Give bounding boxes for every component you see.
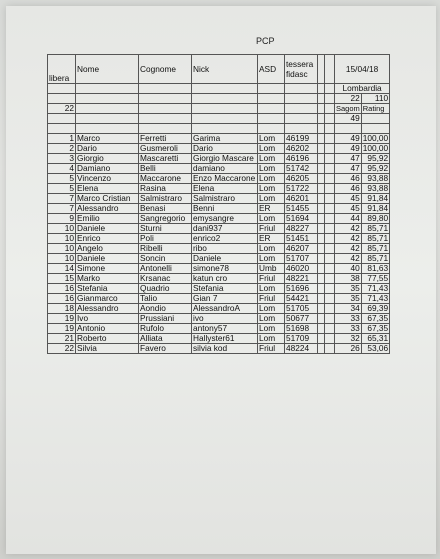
cell-gap1 [318, 154, 325, 164]
cell-nick: AlessandroA [192, 304, 258, 314]
cell-score: 46 [335, 184, 362, 194]
cell-nick: Benni [192, 204, 258, 214]
cell-cognome: Prussiani [139, 314, 192, 324]
cell-rating: 93,88 [361, 174, 389, 184]
header-date: 15/04/18 [335, 55, 390, 84]
cell-nome: Alessandro [76, 304, 139, 314]
cell-gap2 [325, 154, 335, 164]
cell-gap2 [325, 204, 335, 214]
table-row [48, 314, 390, 324]
cell-score: 35 [335, 284, 362, 294]
side-count: 22 [48, 104, 76, 114]
cell-gap1 [318, 304, 325, 314]
cell-tessera: 46196 [285, 154, 318, 164]
cell-gap1 [318, 234, 325, 244]
cell-score: 45 [335, 204, 362, 214]
cell-rating: 81,63 [361, 264, 389, 274]
cell-nome: Marco [76, 134, 139, 144]
cell-gap2 [325, 144, 335, 154]
cell-cognome: Benasi [139, 204, 192, 214]
cell-tessera: 51722 [285, 184, 318, 194]
cell-nome: Silvia [76, 344, 139, 354]
cell-asd: Lom [258, 184, 285, 194]
cell-pos: 3 [48, 154, 76, 164]
cell-rating: 65,31 [361, 334, 389, 344]
cell-rating: 67,35 [361, 324, 389, 334]
table-row [48, 244, 390, 254]
cell-cognome: Favero [139, 344, 192, 354]
cell-tessera: 50677 [285, 314, 318, 324]
cell-pos: 15 [48, 274, 76, 284]
cell-nick: Giorgio Mascare [192, 154, 258, 164]
cell-gap2 [325, 304, 335, 314]
cell-rating: 100,00 [362, 133, 389, 143]
cell-asd: Lom [258, 194, 285, 204]
document-title: PCP [256, 36, 275, 46]
cell-tessera: 51742 [285, 164, 318, 174]
cell-asd: Lom [258, 164, 285, 174]
cell-nome: Emilio [76, 214, 139, 224]
cell-gap1 [318, 224, 325, 234]
cell-gap1 [318, 284, 325, 294]
cell-tessera: 46202 [285, 144, 318, 154]
cell-asd: Lom [258, 174, 285, 184]
cell-nick: katun cro [192, 274, 258, 284]
cell-pos: 2 [48, 144, 76, 154]
cell-tessera: 51694 [285, 214, 318, 224]
cell-gap2 [325, 174, 335, 184]
cell-tessera: 51698 [285, 324, 318, 334]
cell-score: 45 [335, 194, 362, 204]
cell-nick: damiano [192, 164, 258, 174]
cell-gap1 [318, 244, 325, 254]
table-row [48, 164, 390, 174]
cell-cognome: Rufolo [139, 324, 192, 334]
data-rows [48, 134, 390, 354]
cell-rating: 95,92 [361, 164, 389, 174]
labels-row [48, 104, 390, 114]
cell-rating: 100,00 [362, 143, 389, 153]
cell-pos: 9 [48, 214, 76, 224]
cell-gap1 [318, 344, 325, 354]
cell-score: 42 [335, 224, 362, 234]
cell-score: 49 [335, 134, 362, 144]
table-row [48, 214, 390, 224]
cell-gap2 [325, 254, 335, 264]
cell-nick: Gian 7 [192, 294, 258, 304]
table-row [48, 294, 390, 304]
cell-nome: Dario [76, 144, 139, 154]
cell-gap2 [325, 274, 335, 284]
cell-gap2 [325, 284, 335, 294]
table-row [48, 324, 390, 334]
table-row [48, 184, 390, 194]
cell-cognome: Aondio [139, 304, 192, 314]
cell-rating: 77,55 [361, 274, 389, 284]
cell-cognome: Belli [139, 164, 192, 174]
cell-asd: Friul [258, 294, 285, 304]
cell-asd: Lom [258, 314, 285, 324]
cell-score: 26 [335, 344, 362, 354]
cell-tessera: 46199 [285, 134, 318, 144]
cell-rating: 71,43 [361, 284, 389, 294]
cell-gap2 [325, 324, 335, 334]
cell-gap2 [325, 334, 335, 344]
cell-gap2 [325, 214, 335, 224]
cell-cognome: Alliata [139, 334, 192, 344]
cell-tessera: 51696 [285, 284, 318, 294]
cell-cognome: Salmistraro [139, 194, 192, 204]
cell-gap2 [325, 234, 335, 244]
cell-cognome: Soncin [139, 254, 192, 264]
cell-score: 47 [335, 154, 362, 164]
sagom-label: Sagom [336, 104, 360, 113]
cell-cognome: Quadrio [139, 284, 192, 294]
cell-asd: ER [258, 234, 285, 244]
cell-cognome: Talio [139, 294, 192, 304]
table-row [48, 194, 390, 204]
cell-rating: 85,71 [361, 244, 389, 254]
cell-tessera: 48224 [285, 344, 318, 354]
header-libera: libera [48, 55, 76, 84]
cell-cognome: Rasina [139, 184, 192, 194]
cell-asd: Lom [258, 134, 285, 144]
cell-nome: Angelo [76, 244, 139, 254]
cell-pos: 16 [48, 294, 76, 304]
cell-asd: Lom [258, 254, 285, 264]
cell-cognome: Mascaretti [139, 154, 192, 164]
cell-asd: Friul [258, 274, 285, 284]
table-row [48, 174, 390, 184]
cell-pos: 14 [48, 264, 76, 274]
cell-nome: Daniele [76, 224, 139, 234]
cell-asd: ER [258, 204, 285, 214]
cell-asd: Lom [258, 304, 285, 314]
cell-nome: Enrico [76, 234, 139, 244]
cell-pos: 21 [48, 334, 76, 344]
cell-gap2 [325, 264, 335, 274]
cell-nome: Daniele [76, 254, 139, 264]
cell-gap1 [318, 204, 325, 214]
cell-gap2 [325, 294, 335, 304]
header-cognome: Cognome [139, 55, 192, 84]
cell-rating: 93,88 [361, 184, 389, 194]
cell-nick: emysangre [192, 214, 258, 224]
cell-pos: 22 [48, 344, 76, 354]
cell-asd: Lom [258, 244, 285, 254]
cell-score: 42 [335, 234, 362, 244]
cell-gap1 [318, 264, 325, 274]
cell-nick: ivo [192, 314, 258, 324]
cell-tessera: 51707 [285, 254, 318, 264]
cell-tessera: 46020 [285, 264, 318, 274]
cell-rating: 85,71 [361, 224, 389, 234]
cell-pos: 7 [48, 194, 76, 204]
cell-nome: Elena [76, 184, 139, 194]
cell-gap2 [325, 224, 335, 234]
table-row [48, 274, 390, 284]
cell-score: 32 [335, 334, 362, 344]
ranking-table [47, 54, 390, 354]
cell-cognome: Antonelli [139, 264, 192, 274]
header-nick: Nick [192, 55, 258, 84]
cell-cognome: Gusmeroli [139, 144, 192, 154]
cell-gap1 [318, 194, 325, 204]
cell-nick: dani937 [192, 224, 258, 234]
cell-pos: 18 [48, 304, 76, 314]
cell-tessera: 51705 [285, 304, 318, 314]
cell-tessera: 48227 [285, 224, 318, 234]
cell-score: 49 [335, 144, 362, 154]
cell-score: 42 [335, 244, 362, 254]
cell-cognome: Ferretti [139, 134, 192, 144]
cell-nick: Enzo Maccarone [192, 174, 258, 184]
cell-nome: Damiano [76, 164, 139, 174]
header-asd: ASD [258, 55, 285, 84]
cell-tessera: 51451 [285, 234, 318, 244]
table-row [48, 224, 390, 234]
table-row [48, 234, 390, 244]
cell-gap1 [318, 334, 325, 344]
cell-gap1 [318, 174, 325, 184]
cell-rating: 89,80 [361, 214, 389, 224]
cell-nome: Vincenzo [76, 174, 139, 184]
cell-tessera: 46205 [285, 174, 318, 184]
cell-gap1 [318, 254, 325, 264]
cell-rating: 91,84 [361, 204, 389, 214]
table-row [48, 344, 390, 354]
region-row [48, 84, 390, 94]
cell-gap1 [318, 184, 325, 194]
cell-nick: Stefania [192, 284, 258, 294]
cell-score: 33 [335, 324, 362, 334]
cell-asd: Lom [258, 324, 285, 334]
table-row [48, 304, 390, 314]
cell-score: 42 [335, 254, 362, 264]
cell-pos: 10 [48, 244, 76, 254]
cell-nome: Antonio [76, 324, 139, 334]
cell-cognome: Maccarone [139, 174, 192, 184]
cell-nick: simone78 [192, 264, 258, 274]
cell-asd: Lom [258, 214, 285, 224]
cell-rating: 67,35 [361, 314, 389, 324]
cell-pos: 19 [48, 314, 76, 324]
cell-nick: antony57 [192, 324, 258, 334]
cell-nick: ribo [192, 244, 258, 254]
cell-tessera: 54421 [285, 294, 318, 304]
cell-asd: Friul [258, 224, 285, 234]
cell-pos: 1 [48, 134, 76, 144]
cell-pos: 10 [48, 254, 76, 264]
cell-rating: 91,84 [361, 194, 389, 204]
table-row [48, 154, 390, 164]
header-row [48, 55, 390, 84]
spacer-row [48, 124, 390, 134]
cell-pos: 5 [48, 174, 76, 184]
cell-asd: Lom [258, 154, 285, 164]
cell-nick: enrico2 [192, 234, 258, 244]
cell-gap2 [325, 164, 335, 174]
sagom-value: 49 [335, 114, 362, 124]
cell-asd: Lom [258, 144, 285, 154]
cell-nome: Giorgio [76, 154, 139, 164]
rating-label: Rating [361, 104, 389, 114]
table-row [48, 284, 390, 294]
cell-tessera: 48221 [285, 274, 318, 284]
cell-rating: 85,71 [361, 254, 389, 264]
cell-cognome: Poli [139, 234, 192, 244]
cell-pos: 10 [48, 224, 76, 234]
cell-asd: Umb [258, 264, 285, 274]
cell-score: 47 [335, 164, 362, 174]
cell-nome: Marko [76, 274, 139, 284]
cell-score: 33 [335, 314, 362, 324]
cell-nome: Stefania [76, 284, 139, 294]
table-row [48, 144, 390, 154]
cell-nick: silvia kod [192, 344, 258, 354]
cell-pos: 19 [48, 324, 76, 334]
cell-nick: Garima [192, 134, 258, 144]
cell-gap2 [325, 314, 335, 324]
cell-gap2 [325, 134, 335, 144]
cell-gap2 [325, 184, 335, 194]
cell-nome: Marco Cristian [76, 194, 139, 204]
cell-nome: Simone [76, 264, 139, 274]
cell-score: 46 [335, 174, 362, 184]
cell-score: 35 [335, 294, 362, 304]
cell-score: 34 [335, 304, 362, 314]
cell-nick: Daniele [192, 254, 258, 264]
cell-pos: 4 [48, 164, 76, 174]
cell-nick: Elena [192, 184, 258, 194]
cell-gap2 [325, 244, 335, 254]
cell-tessera: 51455 [285, 204, 318, 214]
cell-nome: Gianmarco [76, 294, 139, 304]
cell-rating: 85,71 [361, 234, 389, 244]
cell-gap2 [325, 344, 335, 354]
table-row [48, 134, 390, 144]
cell-gap1 [318, 164, 325, 174]
cell-gap1 [318, 214, 325, 224]
count-a: 22 [335, 94, 362, 104]
count-b: 110 [361, 94, 389, 104]
cell-tessera: 46207 [285, 244, 318, 254]
cell-cognome: Krsanac [139, 274, 192, 284]
cell-nome: Alessandro [76, 204, 139, 214]
cell-cognome: Sangregorio [139, 214, 192, 224]
header-nome: Nome [76, 55, 139, 84]
cell-pos: 5 [48, 184, 76, 194]
cell-nome: Ivo [76, 314, 139, 324]
cell-pos: 16 [48, 284, 76, 294]
sagom-row [48, 114, 390, 124]
cell-gap1 [318, 134, 325, 144]
cell-rating: 53,06 [361, 344, 389, 354]
table-row [48, 254, 390, 264]
cell-score: 44 [335, 214, 362, 224]
cell-cognome: Ribelli [139, 244, 192, 254]
cell-nome: Roberto [76, 334, 139, 344]
cell-score: 38 [335, 274, 362, 284]
cell-nick: Hallyster61 [192, 334, 258, 344]
cell-nick: Dario [192, 144, 258, 154]
table-row [48, 204, 390, 214]
cell-gap1 [318, 294, 325, 304]
cell-asd: Friul [258, 344, 285, 354]
cell-gap1 [318, 144, 325, 154]
header-tessera: tessera fidasc [285, 55, 318, 84]
cell-asd: Lom [258, 284, 285, 294]
region-label: Lombardia [335, 84, 390, 94]
cell-gap1 [318, 314, 325, 324]
table-row [48, 334, 390, 344]
counts-row [48, 94, 390, 104]
cell-gap1 [318, 274, 325, 284]
cell-gap1 [318, 324, 325, 334]
cell-asd: Lom [258, 334, 285, 344]
cell-gap2 [325, 194, 335, 204]
cell-cognome: Sturni [139, 224, 192, 234]
cell-pos: 7 [48, 204, 76, 214]
cell-nick: Salmistraro [192, 194, 258, 204]
cell-pos: 10 [48, 234, 76, 244]
cell-score: 40 [335, 264, 362, 274]
cell-tessera: 46201 [285, 194, 318, 204]
cell-rating: 69,39 [361, 304, 389, 314]
cell-rating: 71,43 [361, 294, 389, 304]
cell-tessera: 51709 [285, 334, 318, 344]
table-row [48, 264, 390, 274]
cell-rating: 95,92 [361, 154, 389, 164]
